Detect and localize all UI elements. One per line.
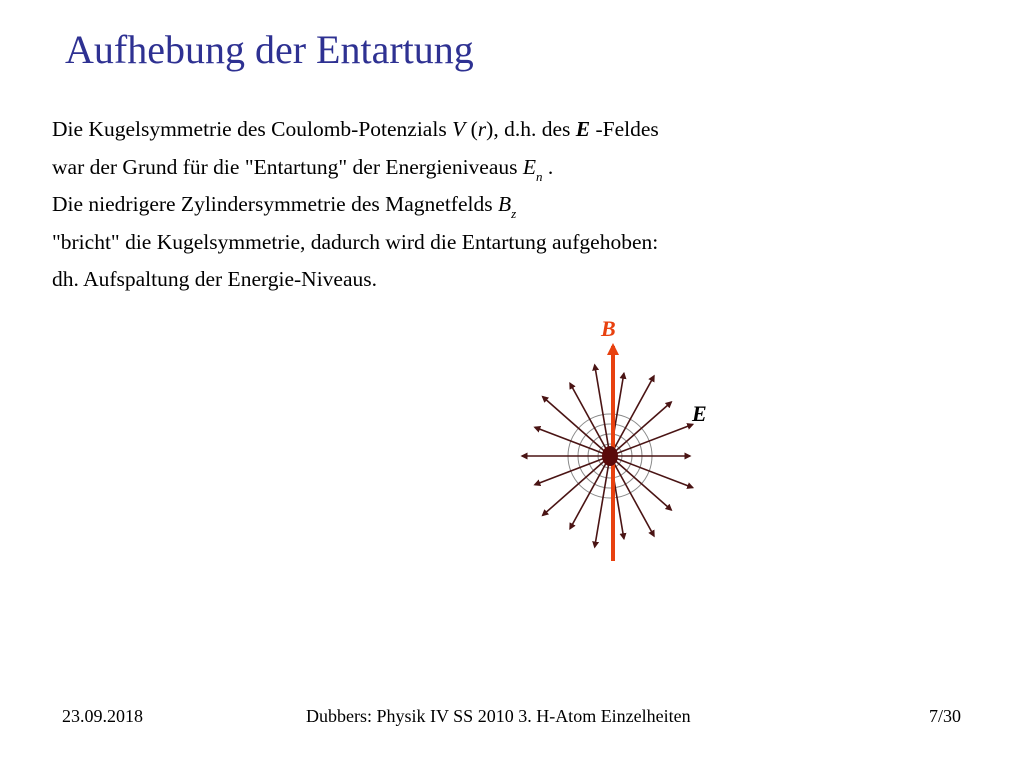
- text-l1-paren-open: (: [465, 117, 478, 141]
- text-line-3: [52, 186, 659, 224]
- text-l2-b: .: [542, 154, 554, 179]
- potential-symbol-v: V: [452, 117, 466, 141]
- text-line-4: "bricht" die Kugelsymmetrie, dadurch wird die Entartung aufgehoben:: [52, 229, 659, 254]
- footer-page-number: 7/30: [929, 706, 962, 726]
- label-e: E: [692, 401, 707, 426]
- efield-arrow: [543, 397, 610, 456]
- text-l1-c: -Feldes: [590, 117, 659, 141]
- text-line-1: [52, 111, 659, 149]
- text-line-2: [52, 149, 659, 187]
- efield-arrow: [543, 456, 610, 515]
- text-l3-a: Die niedrigere Zylindersymmetrie des Magnetfelds: [52, 192, 498, 216]
- footer-date: 23.09.2018: [62, 706, 143, 726]
- energy-subscript-n: n: [536, 168, 543, 184]
- body-text: [52, 111, 659, 299]
- point-charge: [602, 446, 618, 466]
- radius-symbol-r: r: [477, 117, 487, 141]
- text-l1-paren-close: ): [486, 117, 494, 141]
- text-l1-a: Die Kugelsymmetrie des Coulomb-Potenzials: [52, 117, 453, 141]
- footer-title: Dubbers: Physik IV SS 2010 3. H-Atom Einzelheiten: [306, 706, 691, 726]
- bfield-symbol: B: [497, 192, 512, 216]
- efield-symbol: E: [575, 117, 591, 141]
- field-diagram-svg: [516, 316, 706, 566]
- bfield-subscript-z: z: [511, 206, 517, 222]
- text-line-5: dh. Aufspaltung der Energie-Niveaus.: [52, 267, 378, 291]
- label-b: B: [601, 316, 616, 341]
- text-l1-b: , d.h. des: [493, 117, 576, 141]
- efield-arrow: [535, 456, 610, 485]
- slide-title: Aufhebung der Entartung: [65, 27, 474, 72]
- field-diagram: [516, 316, 706, 566]
- efield-arrow: [535, 427, 610, 456]
- text-l2-a: war der Grund für die "Entartung" der Energieniveaus: [52, 154, 523, 179]
- energy-symbol: E: [522, 154, 537, 179]
